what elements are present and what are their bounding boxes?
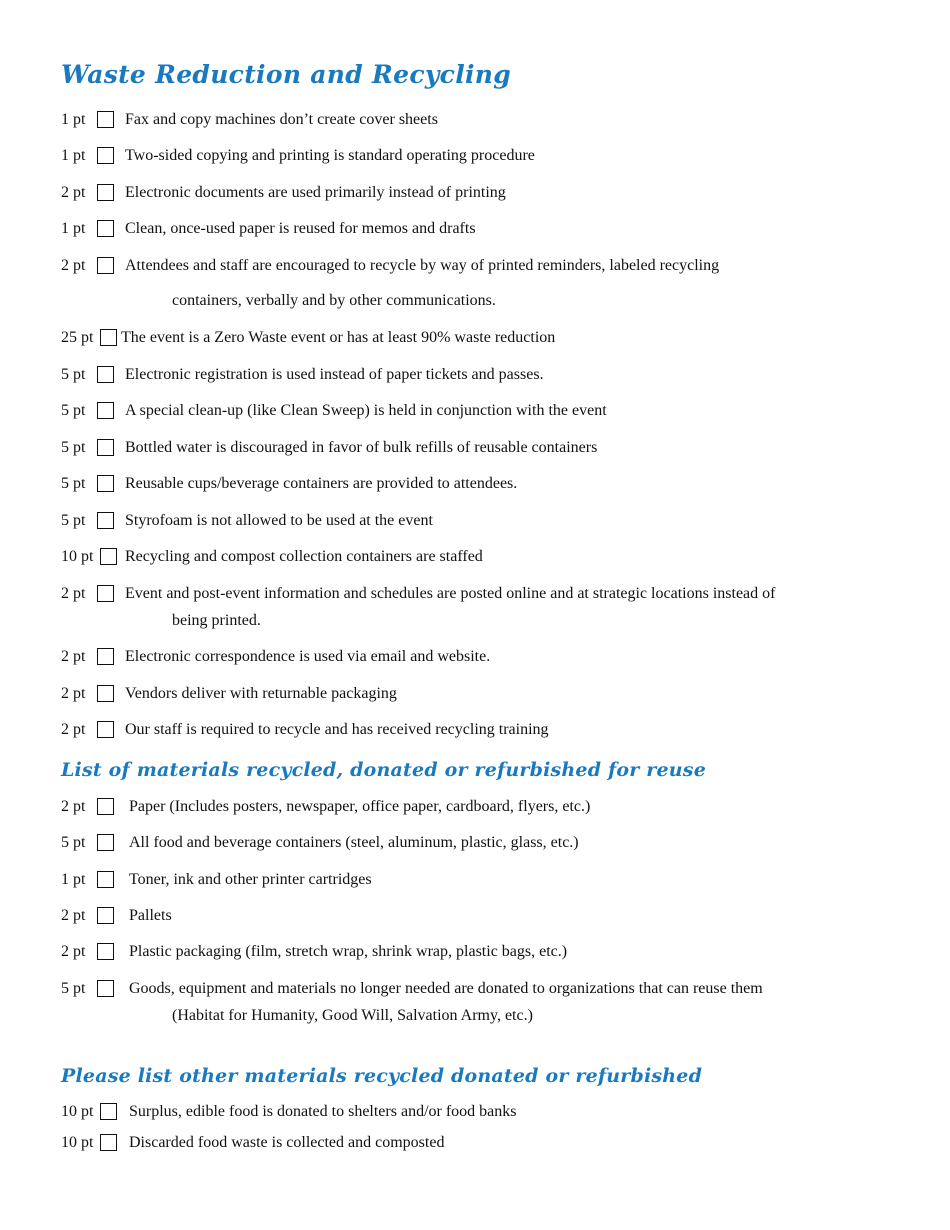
points-label: 2 pt	[61, 648, 86, 665]
item-text: The event is a Zero Waste event or has at least 90% waste reduction	[121, 329, 556, 346]
points-label: 2 pt	[61, 907, 86, 924]
points-label: 25 pt	[61, 329, 94, 346]
item-text: Plastic packaging (film, stretch wrap, shrink wrap, plastic bags, etc.)	[129, 943, 568, 960]
checkbox[interactable]	[100, 1103, 117, 1120]
checkbox[interactable]	[97, 366, 114, 383]
points-label: 1 pt	[61, 147, 86, 164]
item-text: Toner, ink and other printer cartridges	[129, 871, 372, 888]
points-label: 2 pt	[61, 257, 86, 274]
points-label: 5 pt	[61, 475, 86, 492]
item-text: Paper (Includes posters, newspaper, office paper, cardboard, flyers, etc.)	[129, 798, 591, 815]
checkbox[interactable]	[97, 439, 114, 456]
item-text: Vendors deliver with returnable packaging	[125, 685, 397, 702]
checkbox[interactable]	[97, 257, 114, 274]
item-text: All food and beverage containers (steel, aluminum, plastic, glass, etc.)	[129, 834, 579, 851]
page-title: Waste Reduction and Recycling	[61, 60, 512, 89]
section-heading: Please list other materials recycled donated or refurbished	[61, 1065, 703, 1087]
points-label: 2 pt	[61, 685, 86, 702]
checkbox[interactable]	[97, 685, 114, 702]
points-label: 5 pt	[61, 980, 86, 997]
points-label: 2 pt	[61, 721, 86, 738]
points-label: 5 pt	[61, 402, 86, 419]
item-text: Reusable cups/beverage containers are provided to attendees.	[125, 475, 518, 492]
item-text: Clean, once-used paper is reused for memos and drafts	[125, 220, 476, 237]
points-label: 2 pt	[61, 943, 86, 960]
item-text: Electronic documents are used primarily instead of printing	[125, 184, 506, 201]
item-text: Event and post-event information and schedules are posted online and at strategic locations instead of	[125, 585, 776, 602]
item-text-continuation: containers, verbally and by other communications.	[172, 292, 496, 309]
item-text: Recycling and compost collection containers are staffed	[125, 548, 483, 565]
points-label: 1 pt	[61, 220, 86, 237]
item-text: Styrofoam is not allowed to be used at the event	[125, 512, 433, 529]
points-label: 2 pt	[61, 184, 86, 201]
checkbox[interactable]	[97, 111, 114, 128]
item-text: Pallets	[129, 907, 172, 924]
item-text-continuation: being printed.	[172, 612, 261, 629]
checkbox[interactable]	[97, 220, 114, 237]
points-label: 5 pt	[61, 512, 86, 529]
checkbox[interactable]	[97, 147, 114, 164]
points-label: 1 pt	[61, 871, 86, 888]
item-text-continuation: (Habitat for Humanity, Good Will, Salvation Army, etc.)	[172, 1007, 533, 1024]
item-text: Fax and copy machines don’t create cover sheets	[125, 111, 438, 128]
checkbox[interactable]	[97, 184, 114, 201]
checkbox[interactable]	[97, 871, 114, 888]
checkbox[interactable]	[97, 475, 114, 492]
checkbox[interactable]	[97, 980, 114, 997]
checkbox[interactable]	[100, 548, 117, 565]
checkbox[interactable]	[97, 907, 114, 924]
item-text: Goods, equipment and materials no longer needed are donated to organizations that can reuse them	[129, 980, 763, 997]
item-text: Electronic correspondence is used via email and website.	[125, 648, 491, 665]
points-label: 5 pt	[61, 366, 86, 383]
points-label: 10 pt	[61, 1103, 94, 1120]
checkbox[interactable]	[97, 512, 114, 529]
item-text: Two-sided copying and printing is standard operating procedure	[125, 147, 535, 164]
points-label: 10 pt	[61, 1134, 94, 1151]
points-label: 1 pt	[61, 111, 86, 128]
checkbox[interactable]	[97, 585, 114, 602]
checkbox[interactable]	[97, 402, 114, 419]
checkbox[interactable]	[100, 329, 117, 346]
checkbox[interactable]	[97, 834, 114, 851]
points-label: 2 pt	[61, 798, 86, 815]
checkbox[interactable]	[97, 943, 114, 960]
points-label: 5 pt	[61, 834, 86, 851]
checkbox[interactable]	[97, 648, 114, 665]
section-heading: List of materials recycled, donated or refurbished for reuse	[61, 759, 706, 781]
item-text: Attendees and staff are encouraged to recycle by way of printed reminders, labeled recycling	[125, 257, 720, 274]
points-label: 10 pt	[61, 548, 94, 565]
checkbox[interactable]	[97, 721, 114, 738]
checkbox[interactable]	[100, 1134, 117, 1151]
points-label: 2 pt	[61, 585, 86, 602]
item-text: A special clean-up (like Clean Sweep) is held in conjunction with the event	[125, 402, 607, 419]
item-text: Our staff is required to recycle and has received recycling training	[125, 721, 549, 738]
points-label: 5 pt	[61, 439, 86, 456]
item-text: Discarded food waste is collected and composted	[129, 1134, 445, 1151]
checkbox[interactable]	[97, 798, 114, 815]
item-text: Surplus, edible food is donated to shelters and/or food banks	[129, 1103, 517, 1120]
item-text: Bottled water is discouraged in favor of bulk refills of reusable containers	[125, 439, 598, 456]
item-text: Electronic registration is used instead of paper tickets and passes.	[125, 366, 544, 383]
